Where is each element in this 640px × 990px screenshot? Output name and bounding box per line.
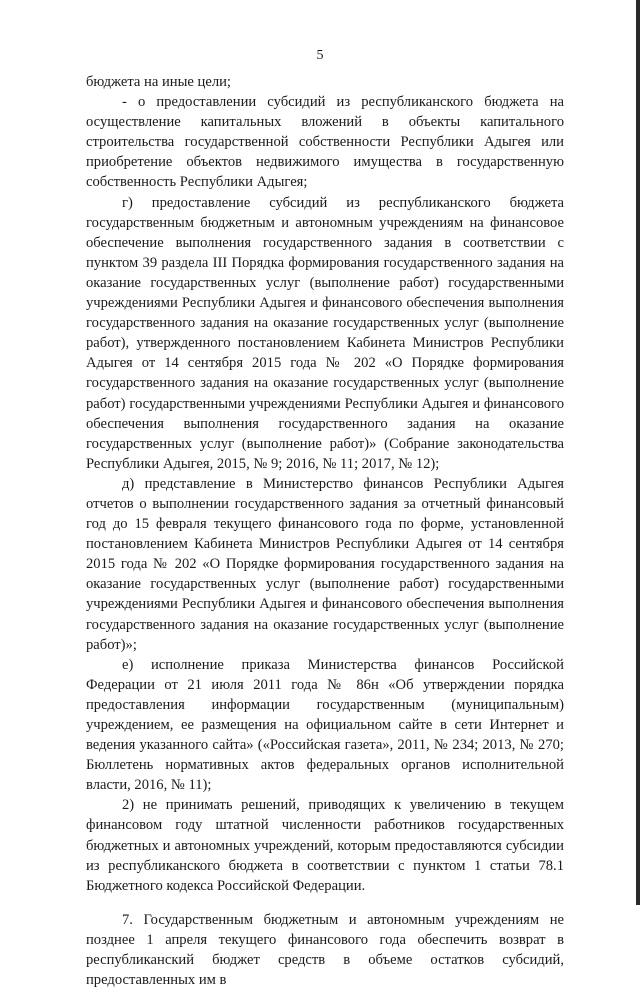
paragraph: г) предоставление субсидий из республиканского бюджета государственным бюджетным и автономным учреждениям на финансовое обеспечение выполнения государственного задания в соответствии с пунктом 39 раздела III Порядка формирования государственного задания на оказание государственных услуг (выполнение работ) государственными учреждениями Республики Адыгея и финансового обеспечения выполнения государственного задания на оказание государственных услуг (выполнение работ), утвержденного постановлением Кабинета Министров Республики Адыгея от 14 сентября 2015 года № 202 «О Порядке формирования государственного задания на оказание государственных услуг (выполнение работ) государственными учреждениями Республики Адыгея и финансового обеспечения выполнения государственного задания на оказание государственных услуг (выполнение работ)» (Собрание законодательства Республики Адыгея, 2015, № 9; 2016, № 11; 2017, № 12); <box>86 194 564 472</box>
paragraph: 2) не принимать решений, приводящих к увеличению в текущем финансовом году штатной численности работников государственных бюджетных и автономных учреждений, которым предоставляются субсидии из республиканского бюджета в соответствии с пунктом 1 статьи 78.1 Бюджетного кодекса Российской Федерации. <box>86 797 564 894</box>
document-body <box>86 72 564 990</box>
page-number: 5 <box>316 48 324 63</box>
paragraph: д) представление в Министерство финансов Республики Адыгея отчетов о выполнении государственного задания за отчетный финансовый год до 15 февраля текущего финансового года по форме, установленной постановлением Кабинета Министров Республики Адыгея от 14 сентября 2015 года № 202 «О Порядке формирования государственного задания на оказание государственных услуг (выполнение работ) государственными учреждениями Республики Адыгея и финансового обеспечения выполнения государственного задания на оказание государственных услуг (выполнение работ)»; <box>86 475 564 653</box>
paragraph: 7. Государственным бюджетным и автономным учреждениям не позднее 1 апреля текущего финансового года обеспечить возврат в республиканский бюджет средств в объеме остатков субсидий, предоставленных им в <box>86 911 564 989</box>
paragraph: бюджета на иные цели; <box>86 74 231 90</box>
scan-edge <box>636 0 640 905</box>
paragraph: - о предоставлении субсидий из республиканского бюджета на осуществление капитальных вложений в объекты капитального строительства государственной собственности Республики Адыгея или приобретение объектов недвижимого имущества в государственную собственность Республики Адыгея; <box>86 94 564 191</box>
paragraph-gap <box>86 896 564 910</box>
paragraph: е) исполнение приказа Министерства финансов Российской Федерации от 21 июля 2011 года № 86н «Об утверждении порядка предоставления информации государственным (муниципальным) учреждением, ее размещения на официальном сайте в сети Интернет и ведения указанного сайта» («Российская газета», 2011, № 234; 2013, № 270; Бюллетень нормативных актов федеральных органов исполнительной власти, 2016, № 11); <box>86 656 564 794</box>
